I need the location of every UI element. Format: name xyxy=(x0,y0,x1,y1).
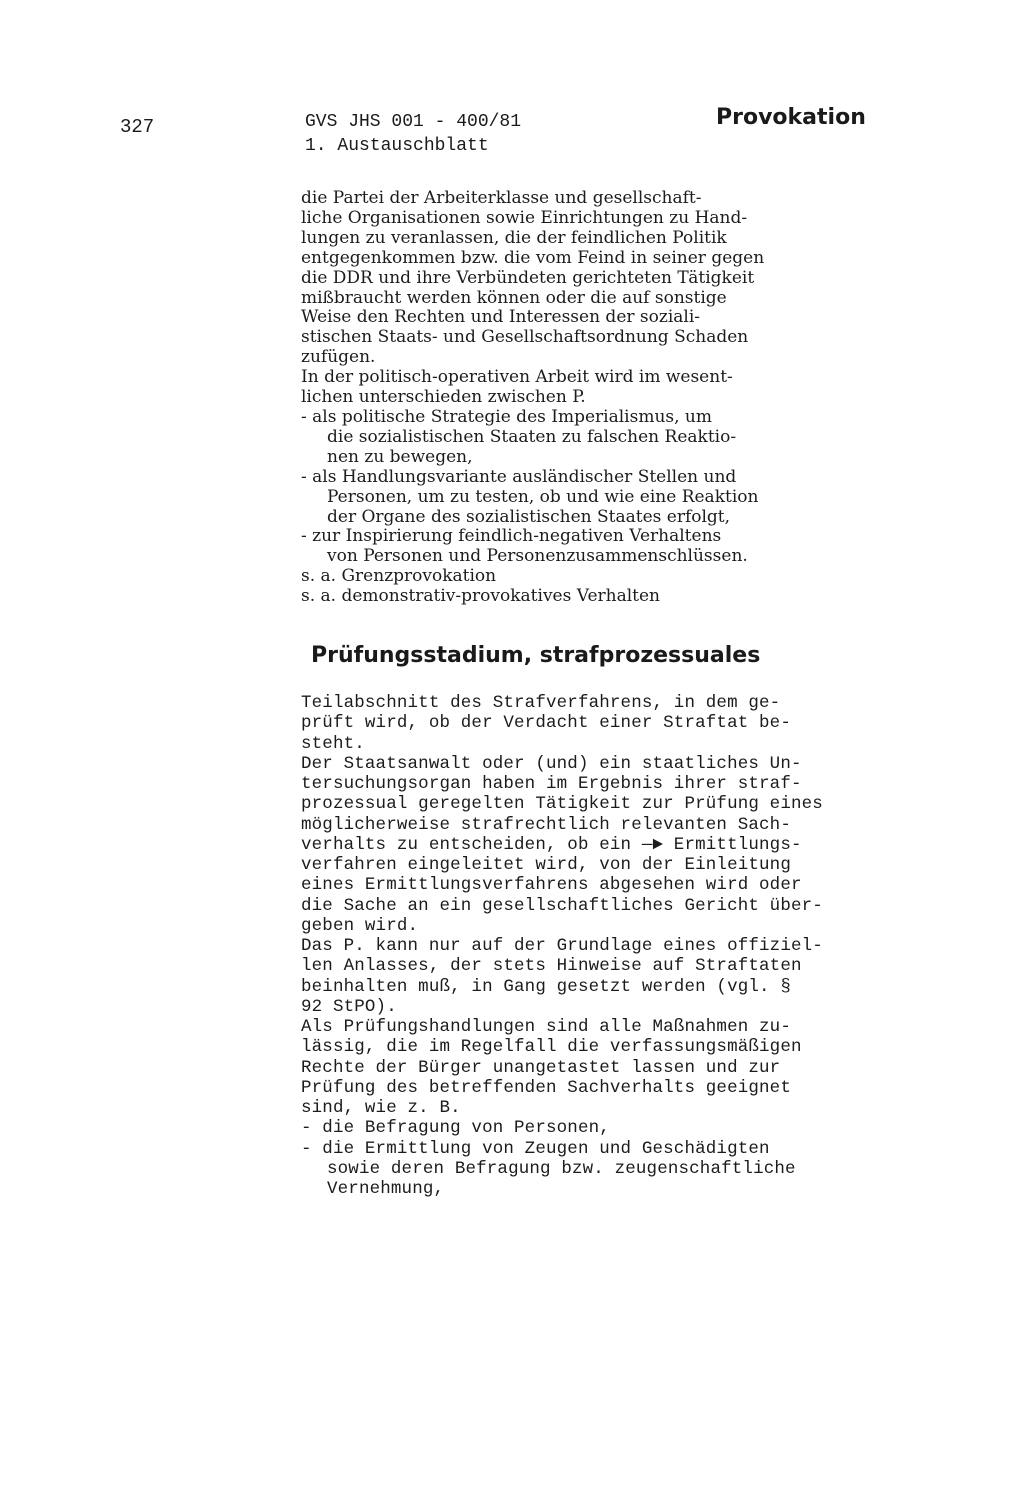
text-line: 92 StPO). xyxy=(301,996,397,1017)
text-line: verfahren eingeleitet wird, von der Einleitung xyxy=(301,855,791,875)
text-line: steht. xyxy=(301,733,365,754)
text-line: tersuchungsorgan haben im Ergebnis ihrer straf- xyxy=(301,774,802,794)
text-line: Personen, um zu testen, ob und wie eine Reaktion xyxy=(327,486,759,507)
text-line: prüft wird, ob der Verdacht einer Straftat be- xyxy=(301,713,791,734)
text-line: s. a. demonstrativ-provokatives Verhalten xyxy=(301,586,661,607)
text-line: Teilabschnitt des Strafverfahrens, in dem ge- xyxy=(301,693,781,713)
document-reference xyxy=(305,110,521,158)
provokation-continuation xyxy=(301,189,764,607)
text-line: lässig, die im Regelfall die verfassungsmäßigen xyxy=(301,1037,802,1058)
text-line: die sozialistischen Staaten zu falschen Reaktio- xyxy=(327,426,737,447)
text-line: Das P. kann nur auf der Grundlage eines offiziel- xyxy=(301,936,823,956)
headword: Provokation xyxy=(716,105,866,130)
text-line: die DDR und ihre Verbündeten gerichteten Tätigkeit xyxy=(301,267,755,288)
text-line: len Anlasses, der stets Hinweise auf Straftaten xyxy=(301,956,802,977)
text-line: beinhalten muß, in Gang gesetzt werden (vgl. § xyxy=(301,976,791,997)
section-heading: Prüfungsstadium, strafprozessuales xyxy=(311,643,761,668)
text-line: nen zu bewegen, xyxy=(327,446,473,467)
text-line: Der Staatsanwalt oder (und) ein staatliches Un- xyxy=(301,753,802,774)
pruefungsstadium-text xyxy=(301,693,823,1199)
text-line: Prüfung des betreffenden Sachverhalts geeignet xyxy=(301,1077,791,1098)
text-line: - die Befragung von Personen, xyxy=(301,1118,610,1139)
text-line: prozessual geregelten Tätigkeit zur Prüfung eines xyxy=(301,794,823,815)
text-line: In der politisch-operativen Arbeit wird im wesent- xyxy=(301,367,733,388)
text-line: Als Prüfungshandlungen sind alle Maßnahmen zu- xyxy=(301,1017,791,1037)
text-line: s. a. Grenzprovokation xyxy=(301,566,497,587)
text-line: Vernehmung, xyxy=(327,1179,445,1199)
text-line: sowie deren Befragung bzw. zeugenschaftliche xyxy=(327,1158,796,1179)
text-line: liche Organisationen sowie Einrichtungen zu Hand- xyxy=(301,207,748,228)
doc-ref-line: GVS JHS 001 - 400/81 xyxy=(305,112,522,132)
text-line: eines Ermittlungsverfahrens abgesehen wird oder xyxy=(301,875,802,896)
text-line: die Partei der Arbeiterklasse und gesellschaft- xyxy=(301,188,702,208)
page-number: 327 xyxy=(120,116,155,138)
text-line: Weise den Rechten und Interessen der soziali- xyxy=(301,307,701,328)
text-line: - als Handlungsvariante ausländischer Stellen und xyxy=(301,466,737,487)
text-line: entgegenkommen bzw. die vom Feind in seiner gegen xyxy=(301,247,765,268)
sheet-line: 1. Austauschblatt xyxy=(305,136,489,156)
text-line: - als politische Strategie des Imperialismus, um xyxy=(301,406,712,427)
text-line: mißbraucht werden können oder die auf sonstige xyxy=(301,287,727,308)
text-line: lungen zu veranlassen, die der feindlichen Politik xyxy=(301,227,727,248)
text-line: verhalts zu entscheiden, ob ein —► Ermittlungs- xyxy=(301,834,802,855)
text-line: - die Ermittlung von Zeugen und Geschädigten xyxy=(301,1138,770,1159)
text-line: der Organe des sozialistischen Staates erfolgt, xyxy=(327,506,731,527)
text-line: - zur Inspirierung feindlich-negativen Verhaltens xyxy=(301,526,722,547)
text-line: zufügen. xyxy=(301,347,376,368)
text-line: sind, wie z. B. xyxy=(301,1098,461,1118)
text-line: von Personen und Personenzusammenschlüssen. xyxy=(327,546,748,567)
text-line: stischen Staats- und Gesellschaftsordnung Schaden xyxy=(301,327,749,348)
text-line: die Sache an ein gesellschaftliches Gericht über- xyxy=(301,895,823,916)
text-line: geben wird. xyxy=(301,915,419,936)
text-line: Rechte der Bürger unangetastet lassen und zur xyxy=(301,1057,781,1078)
text-line: lichen unterschieden zwischen P. xyxy=(301,387,586,408)
text-line: möglicherweise strafrechtlich relevanten Sach- xyxy=(301,814,791,835)
